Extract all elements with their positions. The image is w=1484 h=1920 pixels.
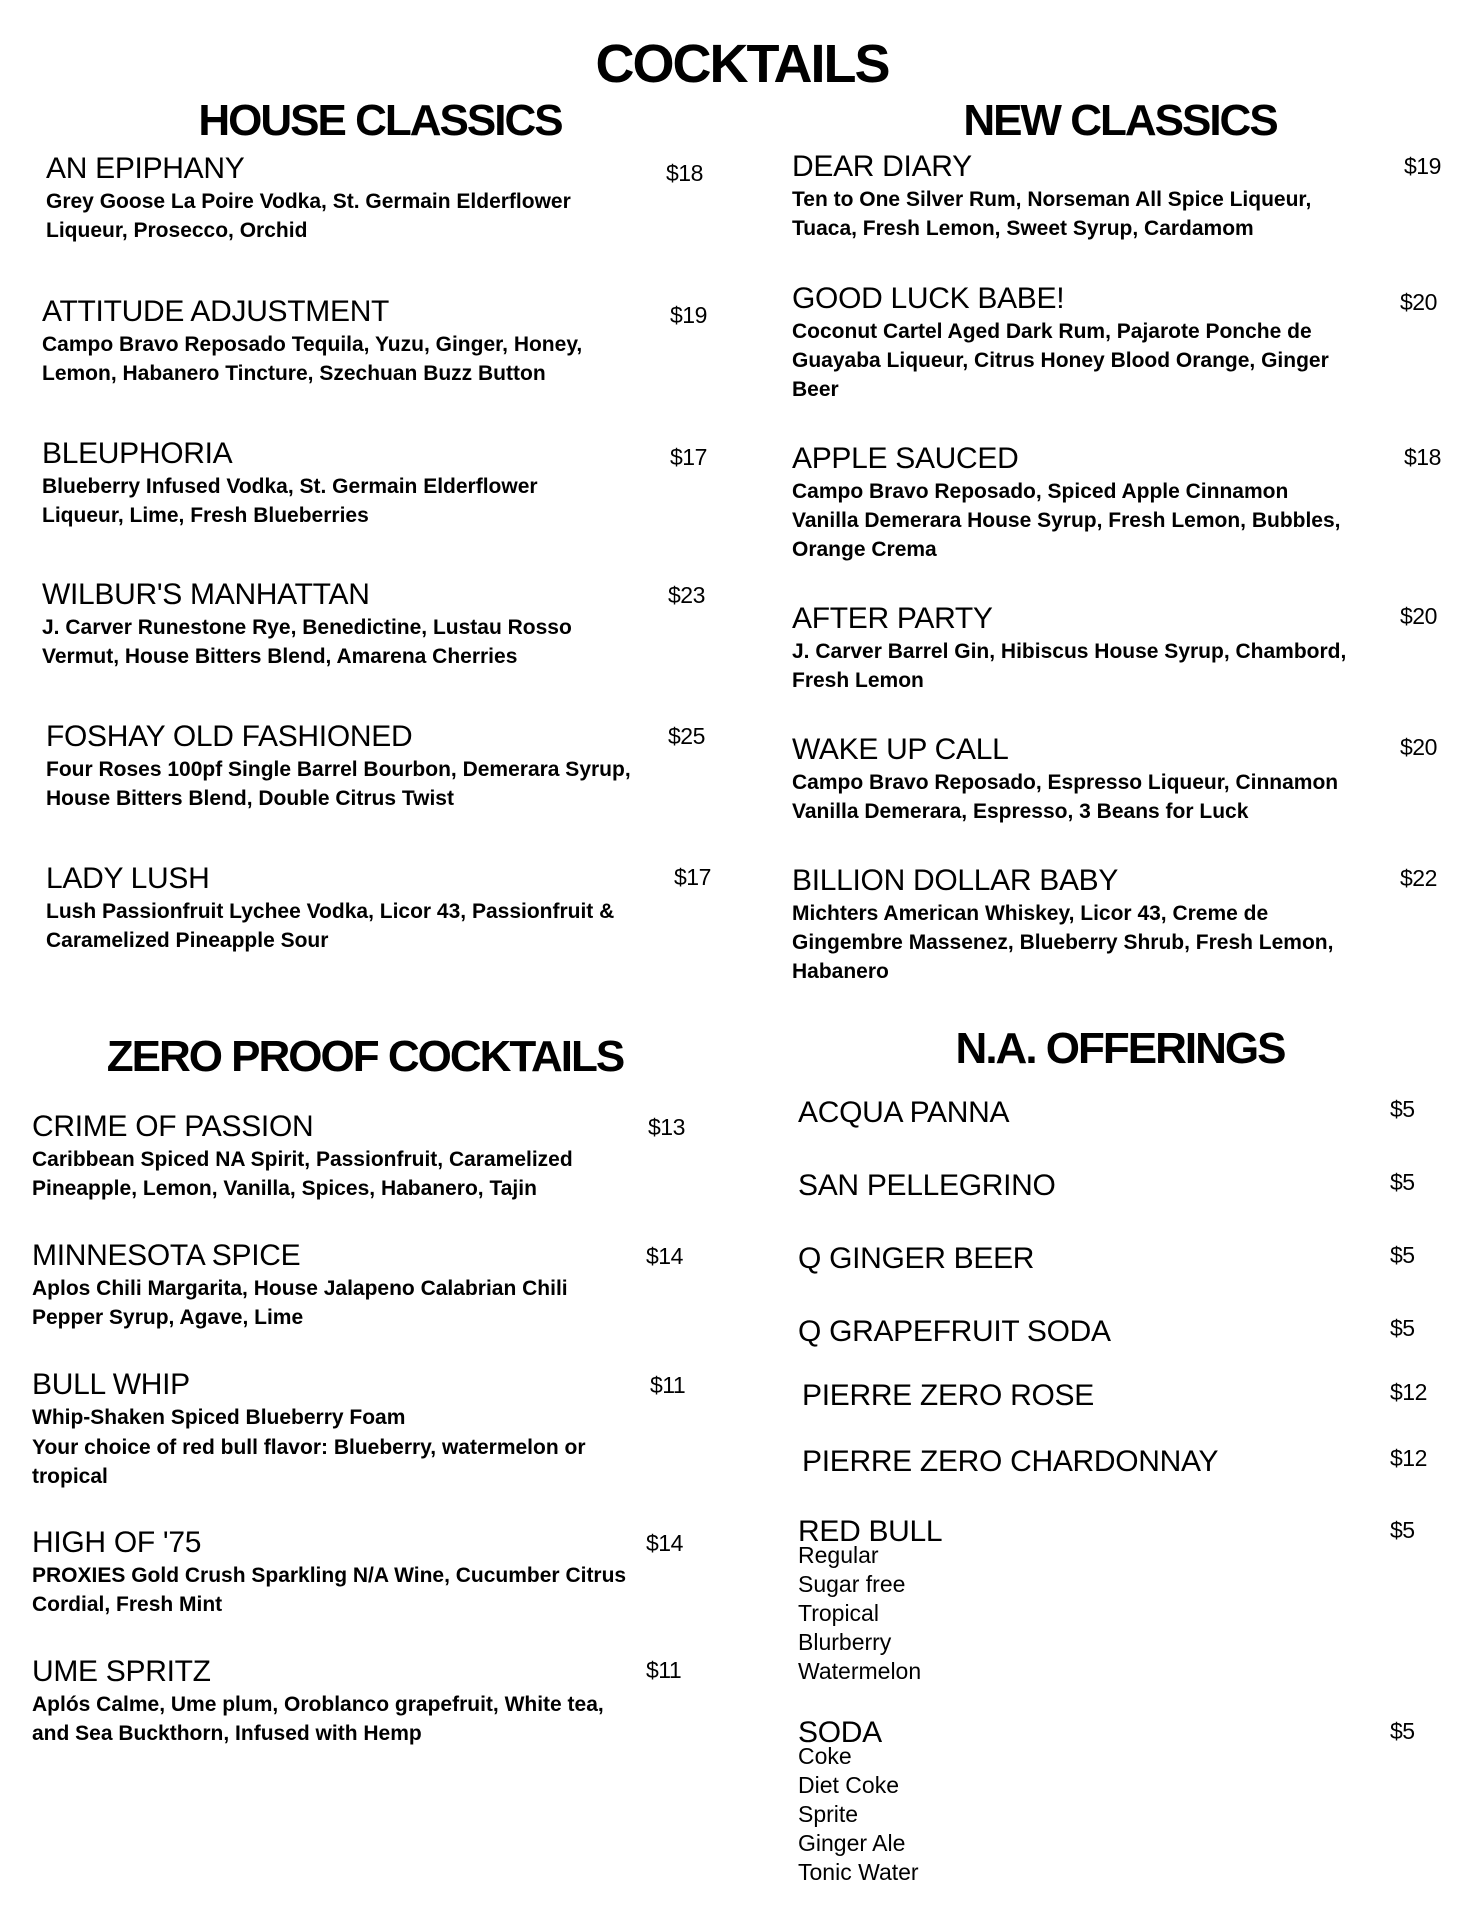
item-name: PIERRE ZERO CHARDONNAY — [802, 1445, 1219, 1478]
item-price: $5 — [1390, 1315, 1415, 1341]
item-price: $12 — [1390, 1445, 1427, 1471]
item-price: $12 — [1390, 1379, 1427, 1405]
menu-item — [792, 602, 1352, 695]
menu-item — [792, 442, 1352, 564]
item-name: AFTER PARTY — [792, 602, 993, 635]
item-price: $14 — [646, 1530, 683, 1556]
menu-item — [42, 578, 622, 671]
item-name: DEAR DIARY — [792, 150, 972, 183]
menu-item — [46, 152, 626, 245]
menu-item — [792, 150, 1352, 243]
menu-item — [32, 1239, 632, 1332]
item-price: $19 — [670, 302, 707, 328]
item-price: $18 — [1404, 444, 1441, 470]
item-name: BLEUPHORIA — [42, 437, 233, 470]
item-description: Four Roses 100pf Single Barrel Bourbon, Demerara Syrup, House Bitters Blend, Double Citrus Twist — [46, 758, 631, 810]
item-price: $5 — [1390, 1242, 1415, 1268]
item-name: BILLION DOLLAR BABY — [792, 864, 1119, 897]
item-price: $17 — [674, 864, 711, 890]
item-name: ATTITUDE ADJUSTMENT — [42, 295, 390, 328]
item-name: Q GRAPEFRUIT SODA — [798, 1315, 1111, 1348]
item-price: $11 — [646, 1657, 682, 1683]
item-name: UME SPRITZ — [32, 1655, 211, 1688]
house-classics-title: HOUSE CLASSICS — [198, 96, 562, 145]
menu-item — [792, 733, 1352, 826]
option: Tropical — [798, 1600, 879, 1626]
item-price: $19 — [1404, 153, 1441, 179]
menu-item — [46, 720, 646, 813]
zero-proof-title: ZERO PROOF COCKTAILS — [106, 1032, 624, 1081]
item-description: Aplós Calme, Ume plum, Oroblanco grapefruit, White tea, and Sea Buckthorn, Infused with Hemp — [32, 1693, 604, 1745]
menu-item — [792, 864, 1352, 986]
item-name: SAN PELLEGRINO — [798, 1169, 1056, 1202]
option: Sprite — [798, 1801, 859, 1827]
item-price: $20 — [1400, 289, 1437, 315]
option: Diet Coke — [798, 1772, 899, 1798]
item-name: SODA — [798, 1716, 882, 1749]
item-name: PIERRE ZERO ROSE — [802, 1379, 1094, 1412]
item-price: $5 — [1390, 1517, 1415, 1543]
item-description: Coconut Cartel Aged Dark Rum, Pajarote Ponche de Guayaba Liqueur, Citrus Honey Blood Orange, Ginger Beer — [792, 320, 1329, 401]
item-price: $23 — [668, 582, 705, 608]
item-name: AN EPIPHANY — [46, 152, 245, 185]
item-name: APPLE SAUCED — [792, 442, 1019, 475]
item-price: $20 — [1400, 734, 1437, 760]
option: Blurberry — [798, 1629, 892, 1655]
item-price: $18 — [666, 160, 703, 186]
item-price: $20 — [1400, 603, 1437, 629]
menu-item — [42, 295, 622, 388]
item-description-extra: Your choice of red bull flavor: Blueberry, watermelon or tropical — [32, 1436, 586, 1488]
item-name: WAKE UP CALL — [792, 733, 1009, 766]
item-name: FOSHAY OLD FASHIONED — [46, 720, 413, 753]
item-description: Ten to One Silver Rum, Norseman All Spice Liqueur, Tuaca, Fresh Lemon, Sweet Syrup, Cardamom — [792, 188, 1312, 240]
item-description: Aplos Chili Margarita, House Jalapeno Calabrian Chili Pepper Syrup, Agave, Lime — [32, 1277, 568, 1329]
option: Regular — [798, 1542, 879, 1568]
menu-item — [32, 1526, 632, 1619]
item-description: J. Carver Runestone Rye, Benedictine, Lustau Rosso Vermut, House Bitters Blend, Amarena Cherries — [42, 616, 572, 668]
item-description: Lush Passionfruit Lychee Vodka, Licor 43, Passionfruit & Caramelized Pineapple Sour — [46, 900, 615, 952]
item-price: $25 — [668, 723, 705, 749]
item-name: CRIME OF PASSION — [32, 1110, 314, 1143]
item-name: HIGH OF '75 — [32, 1526, 202, 1559]
item-name: ACQUA PANNA — [798, 1096, 1010, 1129]
item-description: Caribbean Spiced NA Spirit, Passionfruit, Caramelized Pineapple, Lemon, Vanilla, Spices, Habanero, Tajin — [32, 1148, 573, 1200]
menu-item — [42, 437, 622, 530]
soda-item — [798, 1718, 1198, 1887]
option: Coke — [798, 1743, 852, 1769]
new-classics-title: NEW CLASSICS — [963, 96, 1277, 145]
item-price: $11 — [650, 1372, 686, 1398]
menu-item — [46, 862, 626, 955]
option: Ginger Ale — [798, 1830, 906, 1856]
page-title: COCKTAILS — [595, 34, 889, 94]
item-name: GOOD LUCK BABE! — [792, 282, 1065, 315]
item-name: MINNESOTA SPICE — [32, 1239, 301, 1272]
red-bull-item — [798, 1517, 1198, 1686]
item-price: $14 — [646, 1243, 683, 1269]
red-bull-options — [798, 1541, 1198, 1686]
na-offerings-title: N.A. OFFERINGS — [955, 1024, 1285, 1073]
option: Watermelon — [798, 1658, 922, 1684]
item-price: $22 — [1400, 865, 1437, 891]
item-description: Michters American Whiskey, Licor 43, Creme de Gingembre Massenez, Blueberry Shrub, Fresh Lemon, Habanero — [792, 902, 1334, 983]
menu-item — [32, 1368, 632, 1491]
option: Sugar free — [798, 1571, 906, 1597]
item-description: Grey Goose La Poire Vodka, St. Germain Elderflower Liqueur, Prosecco, Orchid — [46, 190, 571, 242]
soda-options — [798, 1742, 1198, 1887]
item-name: BULL WHIP — [32, 1368, 190, 1401]
item-name: Q GINGER BEER — [798, 1242, 1035, 1275]
item-name: RED BULL — [798, 1515, 943, 1548]
item-price: $13 — [648, 1114, 685, 1140]
item-price: $5 — [1390, 1718, 1415, 1744]
item-description: Campo Bravo Reposado, Spiced Apple Cinnamon Vanilla Demerara House Syrup, Fresh Lemon, Bubbles, Orange Crema — [792, 480, 1341, 561]
menu-item — [32, 1655, 632, 1748]
item-description: PROXIES Gold Crush Sparkling N/A Wine, Cucumber Citrus Cordial, Fresh Mint — [32, 1564, 627, 1616]
item-description: Whip-Shaken Spiced Blueberry Foam — [32, 1406, 406, 1429]
item-description: Campo Bravo Reposado Tequila, Yuzu, Ginger, Honey, Lemon, Habanero Tincture, Szechuan Buzz Button — [42, 333, 583, 385]
item-name: WILBUR'S MANHATTAN — [42, 578, 370, 611]
menu-item — [32, 1110, 632, 1203]
item-description: Blueberry Infused Vodka, St. Germain Elderflower Liqueur, Lime, Fresh Blueberries — [42, 475, 538, 527]
item-description: Campo Bravo Reposado, Espresso Liqueur, Cinnamon Vanilla Demerara, Espresso, 3 Beans for Luck — [792, 771, 1339, 823]
item-price: $5 — [1390, 1169, 1415, 1195]
item-name: LADY LUSH — [46, 862, 210, 895]
option: Tonic Water — [798, 1859, 919, 1885]
menu-item — [792, 282, 1352, 404]
item-description: J. Carver Barrel Gin, Hibiscus House Syrup, Chambord, Fresh Lemon — [792, 640, 1347, 692]
item-price: $17 — [670, 444, 707, 470]
item-price: $5 — [1390, 1096, 1415, 1122]
